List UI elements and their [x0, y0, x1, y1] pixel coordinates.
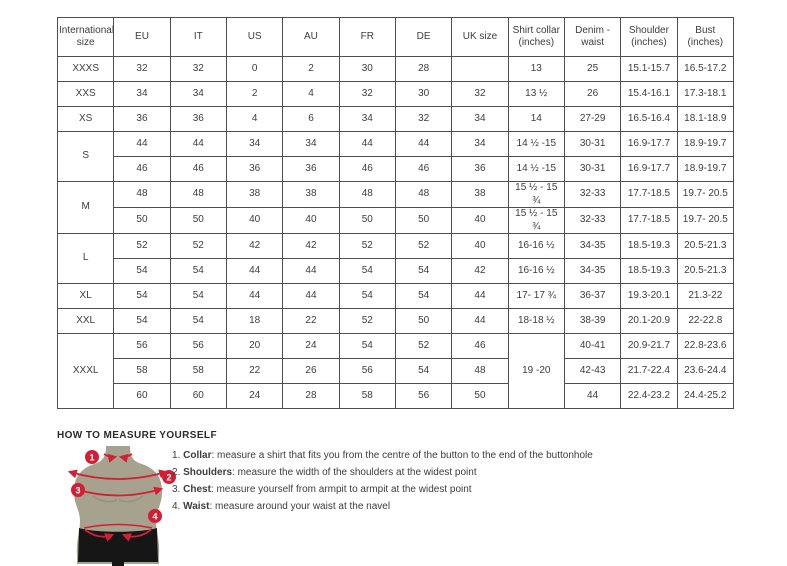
- mannequin-illustration: [55, 444, 185, 566]
- table-cell: 50: [170, 208, 226, 234]
- table-row: [58, 334, 734, 359]
- table-cell: 52: [339, 309, 395, 334]
- table-cell: 30: [395, 82, 451, 107]
- table-cell: 16-16 ½: [508, 234, 564, 259]
- table-cell: 16.9-17.7: [621, 157, 677, 182]
- item-term: Shoulders: [183, 467, 233, 478]
- table-cell: 22.8-23.6: [677, 334, 733, 359]
- table-cell: 18.5-19.3: [621, 234, 677, 259]
- table-cell: [452, 57, 508, 82]
- table-cell: 54: [395, 359, 451, 384]
- table-body: [58, 57, 734, 409]
- column-header: EU: [114, 18, 170, 57]
- table-cell: 20.5-21.3: [677, 234, 733, 259]
- table-row: [58, 132, 734, 157]
- table-cell: 18.5-19.3: [621, 259, 677, 284]
- column-header: International size: [58, 18, 114, 57]
- table-cell: 48: [339, 182, 395, 208]
- table-cell: 32: [395, 107, 451, 132]
- table-cell: 46: [395, 157, 451, 182]
- table-cell: 32: [452, 82, 508, 107]
- table-cell: 56: [395, 384, 451, 409]
- table-cell: 20.5-21.3: [677, 259, 733, 284]
- table-cell: XXXS: [58, 57, 114, 82]
- table-cell: 38: [452, 182, 508, 208]
- table-cell: 34: [283, 132, 339, 157]
- table-cell: 18.9-19.7: [677, 132, 733, 157]
- table-cell: 16.5-16.4: [621, 107, 677, 132]
- table-cell: 27-29: [564, 107, 620, 132]
- table-cell: 15 ½ - 15 ¾: [508, 182, 564, 208]
- table-cell: 19.7- 20.5: [677, 182, 733, 208]
- item-term: Chest: [183, 484, 211, 495]
- table-cell: 42: [452, 259, 508, 284]
- table-cell: 44: [283, 259, 339, 284]
- table-cell: 34: [339, 107, 395, 132]
- table-cell: 28: [395, 57, 451, 82]
- table-cell: 16.5-17.2: [677, 57, 733, 82]
- table-cell: 2: [283, 57, 339, 82]
- item-number: 3.: [172, 484, 181, 495]
- table-cell: 16-16 ½: [508, 259, 564, 284]
- table-cell: 38: [283, 182, 339, 208]
- table-cell: 18.1-18.9: [677, 107, 733, 132]
- table-cell: 4: [226, 107, 282, 132]
- table-cell: 54: [170, 284, 226, 309]
- table-cell: 54: [170, 259, 226, 284]
- table-cell: 14 ½ -15: [508, 157, 564, 182]
- table-cell: 36: [452, 157, 508, 182]
- column-header: Shoulder (inches): [621, 18, 677, 57]
- table-row: [58, 359, 734, 384]
- table-cell: 38-39: [564, 309, 620, 334]
- table-cell: 25: [564, 57, 620, 82]
- table-cell: 54: [114, 259, 170, 284]
- table-cell: 17- 17 ¾: [508, 284, 564, 309]
- table-cell: 50: [114, 208, 170, 234]
- item-number: 1.: [172, 450, 181, 461]
- svg-text:1: 1: [89, 452, 95, 463]
- table-cell: 24: [226, 384, 282, 409]
- table-cell: 19.3-20.1: [621, 284, 677, 309]
- table-cell: 54: [339, 259, 395, 284]
- column-header: Denim - waist: [564, 18, 620, 57]
- column-header: Bust (inches): [677, 18, 733, 57]
- table-cell: 46: [170, 157, 226, 182]
- table-cell: 30-31: [564, 132, 620, 157]
- table-cell: 44: [283, 284, 339, 309]
- column-header: AU: [283, 18, 339, 57]
- table-cell: 46: [114, 157, 170, 182]
- table-cell: 26: [283, 359, 339, 384]
- table-cell: 34: [226, 132, 282, 157]
- table-cell: 20.9-21.7: [621, 334, 677, 359]
- table-cell: 50: [395, 208, 451, 234]
- table-row: [58, 182, 734, 208]
- table-row: [58, 157, 734, 182]
- item-term: Waist: [183, 501, 210, 512]
- table-cell: 54: [395, 259, 451, 284]
- table-cell: 40-41: [564, 334, 620, 359]
- table-cell: 48: [395, 182, 451, 208]
- table-cell: 58: [339, 384, 395, 409]
- table-row: [58, 82, 734, 107]
- table-cell: 26: [564, 82, 620, 107]
- table-cell: 54: [114, 309, 170, 334]
- table-cell: XXL: [58, 309, 114, 334]
- table-cell: 34: [452, 107, 508, 132]
- table-row: [58, 208, 734, 234]
- table-cell: XS: [58, 107, 114, 132]
- table-cell: 21.3-22: [677, 284, 733, 309]
- table-row: [58, 107, 734, 132]
- column-header: UK size: [452, 18, 508, 57]
- table-cell: 56: [170, 334, 226, 359]
- table-cell: 4: [283, 82, 339, 107]
- table-cell: 50: [395, 309, 451, 334]
- table-cell: 28: [283, 384, 339, 409]
- table-cell: 34: [170, 82, 226, 107]
- table-cell: 44: [452, 309, 508, 334]
- svg-text:2: 2: [166, 472, 172, 483]
- measure-instruction-chest: [172, 481, 593, 498]
- size-group-cell: XXXL: [58, 334, 114, 409]
- table-cell: 60: [170, 384, 226, 409]
- table-cell: 48: [114, 182, 170, 208]
- item-text: : measure the width of the shoulders at the widest point: [232, 467, 477, 478]
- table-cell: 32: [339, 82, 395, 107]
- table-cell: 22.4-23.2: [621, 384, 677, 409]
- table-row: [58, 309, 734, 334]
- table-cell: 16.9-17.7: [621, 132, 677, 157]
- table-cell: 17.7-18.5: [621, 208, 677, 234]
- table-cell: 32: [170, 57, 226, 82]
- size-chart-table: [57, 17, 734, 409]
- table-cell: 36: [114, 107, 170, 132]
- table-cell: 13: [508, 57, 564, 82]
- item-text: : measure a shirt that fits you from the centre of the button to the end of the buttonhole: [211, 450, 593, 461]
- table-cell: 56: [114, 334, 170, 359]
- table-cell: 52: [114, 234, 170, 259]
- column-header: US: [226, 18, 282, 57]
- column-header: DE: [395, 18, 451, 57]
- table-cell: 42: [283, 234, 339, 259]
- measure-instruction-collar: [172, 447, 593, 464]
- measure-instructions-list: [172, 447, 593, 515]
- table-cell: 58: [170, 359, 226, 384]
- table-cell: 2: [226, 82, 282, 107]
- table-cell: 50: [339, 208, 395, 234]
- table-cell: 44: [226, 284, 282, 309]
- table-row: [58, 234, 734, 259]
- table-cell: 36-37: [564, 284, 620, 309]
- table-cell: 15 ½ - 15 ¾: [508, 208, 564, 234]
- mannequin-figure: [55, 444, 185, 566]
- table-cell: 52: [395, 234, 451, 259]
- table-cell: 44: [564, 384, 620, 409]
- table-cell: 50: [452, 384, 508, 409]
- table-cell: 48: [452, 359, 508, 384]
- table-cell: 22: [283, 309, 339, 334]
- table-cell: 58: [114, 359, 170, 384]
- marker-1-badge: [85, 450, 99, 464]
- item-text: : measure yourself from armpit to armpit at the widest point: [210, 484, 472, 495]
- table-row: [58, 284, 734, 309]
- table-cell: 17.7-18.5: [621, 182, 677, 208]
- size-group-cell: M: [58, 182, 114, 234]
- table-cell: 40: [226, 208, 282, 234]
- table-cell: 34: [114, 82, 170, 107]
- table-cell: 18.9-19.7: [677, 157, 733, 182]
- table-cell: 21.7-22.4: [621, 359, 677, 384]
- item-number: 2.: [172, 467, 181, 478]
- table-cell: 24.4-25.2: [677, 384, 733, 409]
- svg-text:3: 3: [75, 485, 81, 496]
- size-group-cell: S: [58, 132, 114, 182]
- table-cell: 44: [339, 132, 395, 157]
- marker-4-badge: [148, 509, 162, 523]
- size-group-cell: L: [58, 234, 114, 284]
- table-cell: 22: [226, 359, 282, 384]
- table-cell: 38: [226, 182, 282, 208]
- table-cell: 44: [170, 132, 226, 157]
- table-cell: 46: [452, 334, 508, 359]
- table-row: [58, 57, 734, 82]
- table-cell: 36: [283, 157, 339, 182]
- table-cell: XXS: [58, 82, 114, 107]
- measure-instruction-waist: [172, 498, 593, 515]
- table-cell: 34-35: [564, 259, 620, 284]
- table-cell: 15.4-16.1: [621, 82, 677, 107]
- table-cell: 23.6-24.4: [677, 359, 733, 384]
- table-cell: 18: [226, 309, 282, 334]
- table-cell: 54: [339, 334, 395, 359]
- measure-instruction-shoulders: [172, 464, 593, 481]
- column-header: Shirt collar (inches): [508, 18, 564, 57]
- table-cell: 40: [452, 208, 508, 234]
- table-cell: 0: [226, 57, 282, 82]
- table-cell: 32-33: [564, 182, 620, 208]
- table-cell: 60: [114, 384, 170, 409]
- table-cell: 54: [170, 309, 226, 334]
- table-cell: 14 ½ -15: [508, 132, 564, 157]
- table-cell: 54: [395, 284, 451, 309]
- table-cell: 52: [339, 234, 395, 259]
- item-term: Collar: [183, 450, 212, 461]
- table-cell: 52: [170, 234, 226, 259]
- table-cell: 44: [452, 284, 508, 309]
- table-cell: 40: [283, 208, 339, 234]
- table-cell: 40: [452, 234, 508, 259]
- table-cell: 48: [170, 182, 226, 208]
- table-cell: 44: [395, 132, 451, 157]
- table-cell: 20: [226, 334, 282, 359]
- table-cell: 34: [452, 132, 508, 157]
- item-text: : measure around your waist at the navel: [209, 501, 391, 512]
- table-cell: 22-22.8: [677, 309, 733, 334]
- table-cell: 6: [283, 107, 339, 132]
- table-cell: 42-43: [564, 359, 620, 384]
- svg-text:4: 4: [152, 511, 158, 522]
- table-cell: XL: [58, 284, 114, 309]
- table-cell: 20.1-20.9: [621, 309, 677, 334]
- table-cell: 46: [339, 157, 395, 182]
- table-cell: 34-35: [564, 234, 620, 259]
- table-cell: 24: [283, 334, 339, 359]
- table-cell: 32-33: [564, 208, 620, 234]
- table-cell: 13 ½: [508, 82, 564, 107]
- table-cell: 36: [170, 107, 226, 132]
- table-cell: 19.7- 20.5: [677, 208, 733, 234]
- table-cell: 15.1-15.7: [621, 57, 677, 82]
- column-header: FR: [339, 18, 395, 57]
- marker-3-badge: [71, 483, 85, 497]
- table-cell: 44: [114, 132, 170, 157]
- item-number: 4.: [172, 501, 181, 512]
- table-cell: 52: [395, 334, 451, 359]
- table-row: [58, 259, 734, 284]
- table-cell: 42: [226, 234, 282, 259]
- table-cell: 30-31: [564, 157, 620, 182]
- table-cell: 30: [339, 57, 395, 82]
- table-cell: 18-18 ½: [508, 309, 564, 334]
- table-row: [58, 384, 734, 409]
- table-cell: 54: [339, 284, 395, 309]
- table-cell: 14: [508, 107, 564, 132]
- table-cell: 17.3-18.1: [677, 82, 733, 107]
- table-cell: 44: [226, 259, 282, 284]
- measure-section-title: HOW TO MEASURE YOURSELF: [57, 430, 217, 441]
- table-cell: 54: [114, 284, 170, 309]
- table-cell: 36: [226, 157, 282, 182]
- table-head-row: [58, 18, 734, 57]
- table-cell: 56: [339, 359, 395, 384]
- column-header: IT: [170, 18, 226, 57]
- table-cell: 32: [114, 57, 170, 82]
- size-group-cell: 19 -20: [508, 334, 564, 409]
